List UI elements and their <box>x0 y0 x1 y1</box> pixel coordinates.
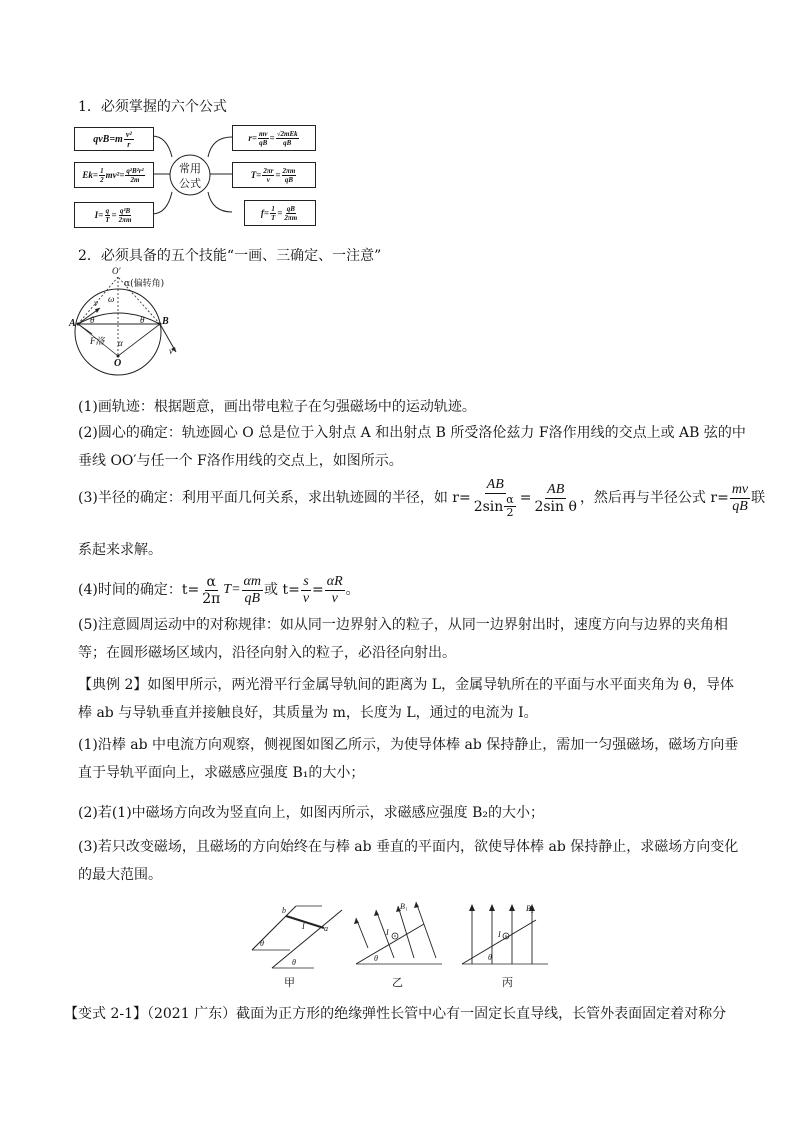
text-segment: αm <box>243 573 261 589</box>
formula-text: qB <box>286 204 295 213</box>
para-symmetry-1: (5)注意圆周运动中的对称规律：如从同一边界射入的粒子，从同一边界射出时，速度方向与边界的夹角相 <box>78 617 728 633</box>
formula-diagram <box>72 122 322 230</box>
formula-text: 2m <box>130 175 140 184</box>
question-3-line-1: (3)若只改变磁场，且磁场的方向始终在与棒 ab 垂直的平面内，欲使导体棒 ab 保持静止，求磁场方向变化 <box>78 839 739 855</box>
text-segment: 2sin <box>473 498 504 515</box>
formula-text: = <box>277 208 283 218</box>
formula-text: mv²= <box>105 170 125 180</box>
formula-text: v² <box>125 129 132 139</box>
formula-text: = <box>275 170 281 180</box>
formula-text: = <box>269 133 275 143</box>
text-segment: qB <box>244 590 261 606</box>
label-a: A <box>69 318 76 329</box>
question-1-line-1: (1)沿棒 ab 中电流方向观察，侧视图如图乙所示，为使导体棒 ab 保持静止，需加一匀强磁场，磁场方向垂 <box>78 737 739 753</box>
formula-text: 1 <box>271 204 275 213</box>
caption-bing: 丙 <box>502 976 513 989</box>
center-label-1: 常用 <box>179 162 201 175</box>
caption-jia: 甲 <box>284 976 295 989</box>
text-segment: AB <box>547 481 565 497</box>
label-theta-right: θ <box>140 315 145 325</box>
label-theta: θ <box>488 953 492 962</box>
formula-box-qvb <box>74 127 154 151</box>
formula-text: E <box>82 170 89 180</box>
text-segment: α <box>206 573 216 590</box>
example-2-line-2: 棒 ab 与导轨垂直并接触良好，其质量为 m，长度为 L，通过的电流为 I。 <box>78 705 538 721</box>
formula-box-f <box>244 200 316 226</box>
question-2: (2)若(1)中磁场方向改为竖直向上，如图丙所示，求磁感应强度 B₂的大小； <box>78 805 545 821</box>
formula-text: T <box>270 213 276 222</box>
text-segment: 或 t= <box>264 582 300 598</box>
formula-box-t <box>232 162 316 188</box>
center-label-2: 公式 <box>179 177 201 190</box>
label-v-right: v <box>169 346 173 356</box>
para-radius <box>78 476 765 520</box>
formula-text: r= <box>248 133 257 143</box>
text-segment: (4)时间的确定：t= <box>78 582 200 598</box>
text-segment: 。 <box>345 582 360 598</box>
para-center-2: 垂线 OO′与任一个 F洛作用线的交点上，如图所示。 <box>78 453 403 469</box>
label-current-i: I <box>386 928 389 937</box>
para-radius-2: 系起来求解。 <box>78 542 162 558</box>
heading-skills: 2．必须具备的五个技能“一画、三确定、一注意” <box>78 248 382 264</box>
formula-text: qB <box>284 175 293 184</box>
heading-formulas: 1．必须掌握的六个公式 <box>78 99 227 115</box>
formula-text: qB <box>259 138 268 147</box>
text-segment: (3)半径的确定：利用平面几何关系，求出轨迹圆的半径，如 r= <box>78 490 471 506</box>
text-segment: mv <box>731 481 749 497</box>
text-segment: = <box>519 490 532 506</box>
label-deflection-angle: α(偏转角) <box>124 279 165 289</box>
text-segment: s <box>303 573 309 589</box>
formula-text: f= <box>260 208 269 218</box>
label-current-i: I <box>302 922 305 931</box>
text-segment: T= <box>223 582 241 597</box>
formula-text: √2mEk <box>276 129 298 138</box>
formula-text: mv <box>258 129 268 138</box>
label-o: O <box>114 358 122 369</box>
formula-text: I= <box>94 210 104 220</box>
formula-text: 2 <box>100 175 104 184</box>
formula-box-r <box>232 125 316 151</box>
formula-text: v <box>266 175 270 184</box>
label-theta: θ <box>292 958 296 967</box>
label-b1: B₁ <box>400 902 408 911</box>
label-a-end: a <box>324 924 328 933</box>
text-segment: 2sin θ <box>534 498 577 515</box>
formula-text: 2πm <box>282 166 296 175</box>
circle-figure-svg <box>68 272 198 387</box>
para-center-1: (2)圆心的确定：轨迹圆心 O 总是位于入射点 A 和出射点 B 所受洛伦兹力 F洛作用线的交点上或 AB 弦的中 <box>78 425 746 441</box>
text-segment: 联 <box>751 490 766 506</box>
text-segment: v <box>302 590 310 606</box>
text-segment: AB <box>486 477 504 492</box>
text-segment: α <box>506 493 514 506</box>
formula-text: T= <box>250 170 262 180</box>
label-alpha-center: α <box>118 338 123 348</box>
para-time <box>78 570 360 610</box>
figure-bing <box>458 898 553 990</box>
text-segment: αR <box>326 573 343 589</box>
formula-text: r <box>127 139 131 149</box>
label-v-left: v <box>94 298 98 308</box>
figure-yi <box>352 898 447 990</box>
formula-text: q <box>105 206 110 215</box>
para-trajectory: (1)画轨迹：根据题意，画出带电粒子在匀强磁场中的运动轨迹。 <box>78 399 476 415</box>
figure-bing-svg <box>458 898 553 970</box>
caption-yi: 乙 <box>392 976 403 989</box>
formula-box-i <box>74 202 154 228</box>
label-b: B <box>162 316 169 327</box>
formula-text: qB <box>283 138 292 147</box>
label-theta-left: θ <box>90 315 95 325</box>
formula-text: q²B <box>119 206 131 215</box>
formula-text: q²B²r² <box>126 166 144 175</box>
text-segment: = <box>312 582 324 598</box>
text-segment: 2 <box>506 506 514 519</box>
text-segment: v <box>331 590 338 606</box>
label-current-i: I <box>498 930 501 939</box>
formula-box-ek <box>74 162 154 188</box>
label-theta: θ <box>374 954 378 963</box>
text-segment: ，然后再与半径公式 r= <box>579 490 729 506</box>
formula-text: 1 <box>100 166 104 175</box>
example-2-line-1: 【典例 2】如图甲所示，两光滑平行金属导轨间的距离为 L，金属导轨所在的平面与水平面夹角为 θ，导体 <box>78 677 734 693</box>
formula-text: = <box>111 210 117 220</box>
formula-text: 2πr <box>263 166 274 175</box>
figure-jia <box>250 898 350 990</box>
text-segment: 2π <box>202 590 221 607</box>
formula-text: 2πm <box>118 215 132 224</box>
formula-text: qvB=m <box>93 133 123 145</box>
text-segment: qB <box>732 498 748 514</box>
label-lorentz-force: F洛 <box>90 336 105 346</box>
variant-2-1: 【变式 2-1】（2021 广东）截面为正方形的绝缘弹性长管中心有一固定长直导线，长管外表面固定着对称分 <box>64 1006 727 1022</box>
figure-jia-svg <box>250 898 350 970</box>
para-symmetry-2: 等；在圆形磁场区域内，沿径向射入的粒子，必沿径向射出。 <box>78 645 456 661</box>
formula-text: k= <box>88 170 99 180</box>
circle-figure <box>68 266 198 387</box>
question-3-line-2: 的最大范围。 <box>78 867 162 883</box>
formula-text: 2πm <box>284 213 298 222</box>
question-1-line-2: 直于导轨平面向上，求磁感应强度 B₁的大小； <box>78 765 365 781</box>
label-o-prime: O′ <box>112 266 121 276</box>
formula-text: T <box>105 215 110 224</box>
label-b-end: b <box>282 906 286 915</box>
label-theta: θ <box>260 939 264 948</box>
label-omega: ω <box>108 294 115 304</box>
label-b2: B₂ <box>526 904 534 913</box>
